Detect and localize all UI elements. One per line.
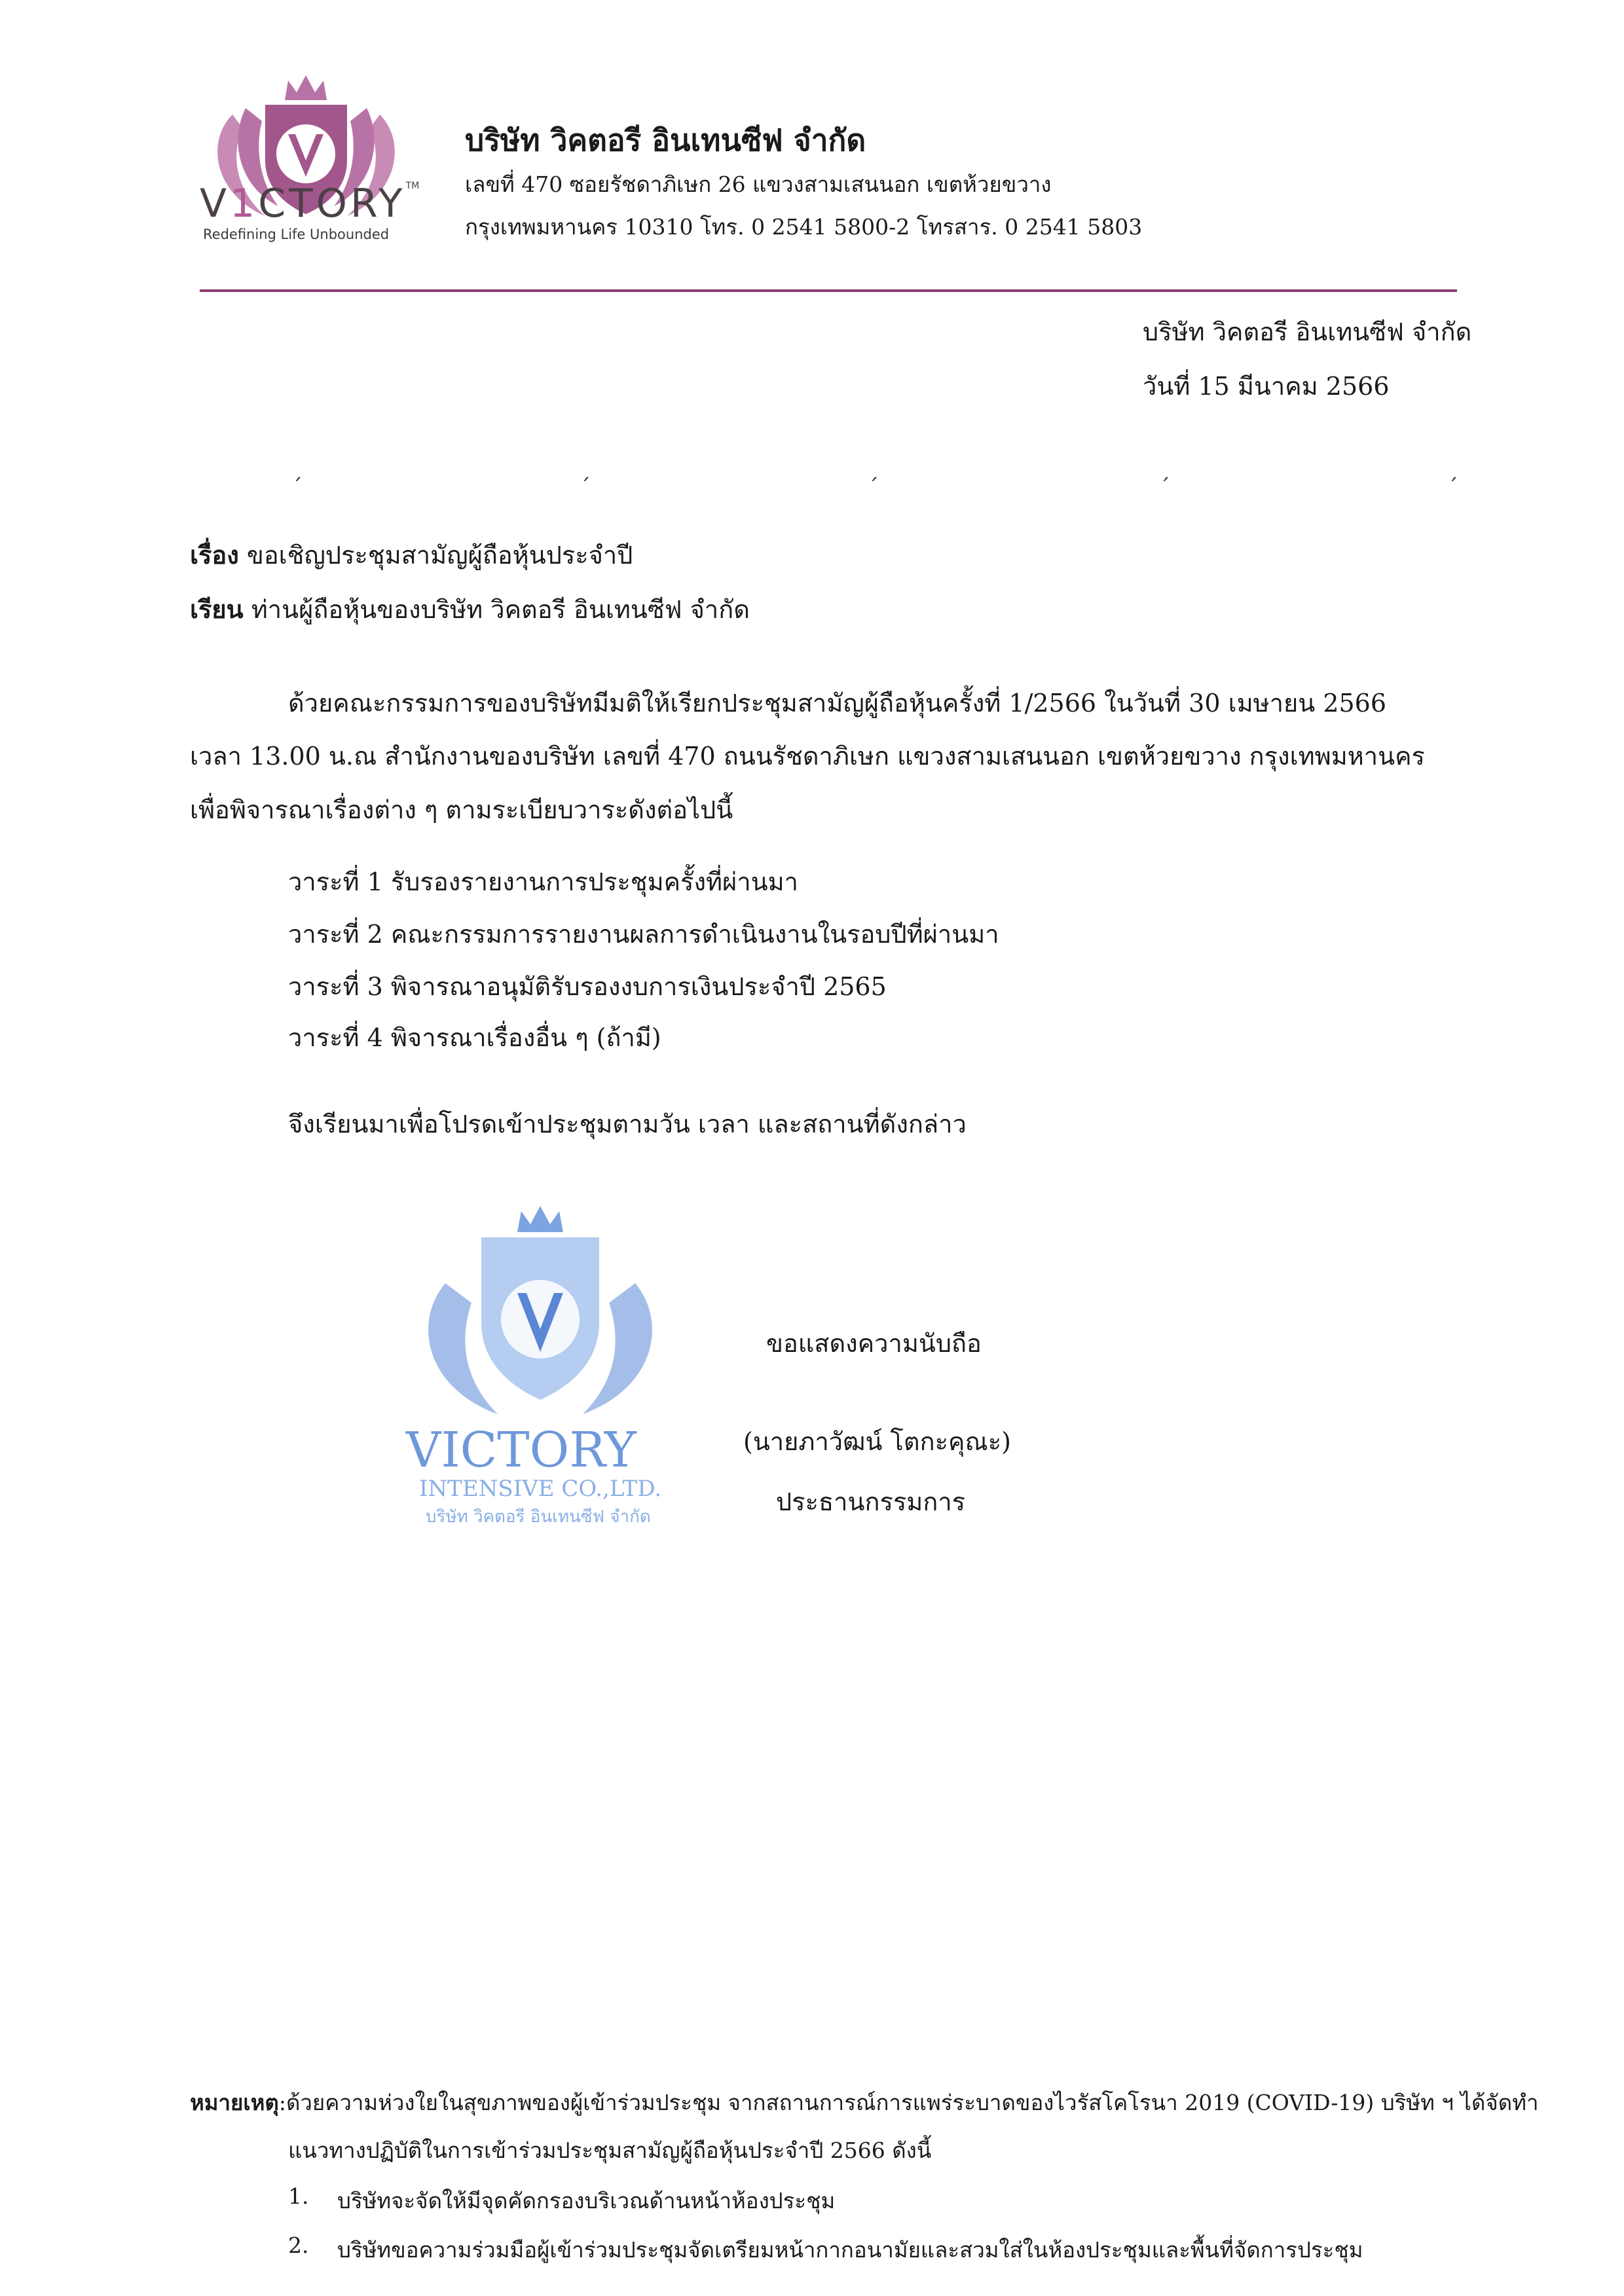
header-company: บริษัท วิคตอรี อินเทนซีฟ จำกัด [1143,318,1472,346]
footnote-line2: แนวทางปฏิบัติในการเข้าร่วมประชุมสามัญผู้ถือหุ้นประจำปี 2566 ดังนี้ [288,2138,932,2163]
body-line2: เวลา 13.00 น.ณ สำนักงานของบริษัท เลขที่ 470 ถนนรัชดาภิเษก แขวงสามเสนนอก เขตห้วยขวาง กรุงเทพมหานคร [190,742,1425,771]
letterhead-divider [200,289,1457,292]
subject-label: เรื่อง [190,540,239,570]
logo-crown [285,75,327,100]
company-name: บริษัท วิคตอรี อินเทนซีฟ จำกัด [465,122,866,158]
recipient-line [190,594,750,625]
signatory-title: ประธานกรรมการ [776,1487,966,1516]
company-address-line2: กรุงเทพมหานคร 10310 โทร. 0 2541 5800-2 โทรสาร. 0 2541 5803 [465,214,1143,240]
scan-mark: ˊ [580,475,591,501]
footnote-item-number: 2. [288,2232,309,2258]
scan-mark: ˊ [1159,475,1170,501]
scan-mark: ˊ [868,475,879,501]
subject-text: ขอเชิญประชุมสามัญผู้ถือหุ้นประจำปี [246,541,633,570]
agenda-item: วาระที่ 1 รับรองรายงานการประชุมครั้งที่ผ่านมา [288,867,799,896]
scan-mark: ˊ [291,475,303,501]
footnote-item-text: บริษัทขอความร่วมมือผู้เข้าร่วมประชุมจัดเตรียมหน้ากากอนามัยและสวมใส่ในห้องประชุมและพื้นที่จัดการประชุม [337,2237,1363,2263]
footnote-item-text: บริษัทจะจัดให้มีจุดคัดกรองบริเวณด้านหน้าห้องประชุม [337,2188,836,2214]
agenda-item: วาระที่ 2 คณะกรรมการรายงานผลการดำเนินงานในรอบปีที่ผ่านมา [288,920,999,949]
logo-tagline: Redefining Life Unbounded [203,227,390,242]
subject-line [190,540,633,571]
footnote-label: หมายเหตุ [190,2090,279,2115]
body-line1: ด้วยคณะกรรมการของบริษัทมีมติให้เรียกประชุมสามัญผู้ถือหุ้นครั้งที่ 1/2566 ในวันที่ 30 เมษายน 2566 [288,689,1387,718]
footnote-line1 [190,2085,1538,2120]
signatory-name: (นายภาวัฒน์ โตกะคุณะ) [743,1427,1011,1456]
stamp-company-th: บริษัท วิคตอรี อินเทนซีฟ จำกัด [426,1507,651,1527]
stamp-company-en: INTENSIVE CO.,LTD. [419,1476,662,1502]
closing-line: จึงเรียนมาเพื่อโปรดเข้าประชุมตามวัน เวลา และสถานที่ดังกล่าว [288,1110,967,1139]
recipient-text: ท่านผู้ถือหุ้นของบริษัท วิคตอรี อินเทนซีฟ จำกัด [251,595,750,624]
body-line3: เพื่อพิจารณาเรื่องต่าง ๆ ตามระเบียบวาระดังต่อไปนี้ [190,795,733,824]
recipient-label: เรียน [190,594,244,624]
stamp-word: VICTORY [406,1422,637,1478]
agenda-item: วาระที่ 4 พิจารณาเรื่องอื่น ๆ (ถ้ามี) [288,1023,661,1052]
company-stamp [399,1192,681,1532]
footnote-item-number: 1. [288,2183,309,2209]
signature-regards: ขอแสดงความนับถือ [766,1329,982,1358]
letter-date: วันที่ 15 มีนาคม 2566 [1143,372,1390,401]
scan-mark: ˊ [1447,475,1458,501]
stamp-crown [517,1206,563,1232]
footnote-text: :ด้วยความห่วงใยในสุขภาพของผู้เข้าร่วมประชุม จากสถานการณ์การแพร่ระบาดของไวรัสโคโรนา 2019 (COVID-19) บริษัท ฯ ได้จัดทำ [278,2090,1539,2115]
agenda-item: วาระที่ 3 พิจารณาอนุมัติรับรองงบการเงินประจำปี 2565 [288,972,887,1001]
logo-wordmark: V1CTORY™ [200,181,420,227]
company-address-line1: เลขที่ 470 ซอยรัชดาภิเษก 26 แขวงสามเสนนอก เขตห้วยขวาง [465,172,1052,197]
